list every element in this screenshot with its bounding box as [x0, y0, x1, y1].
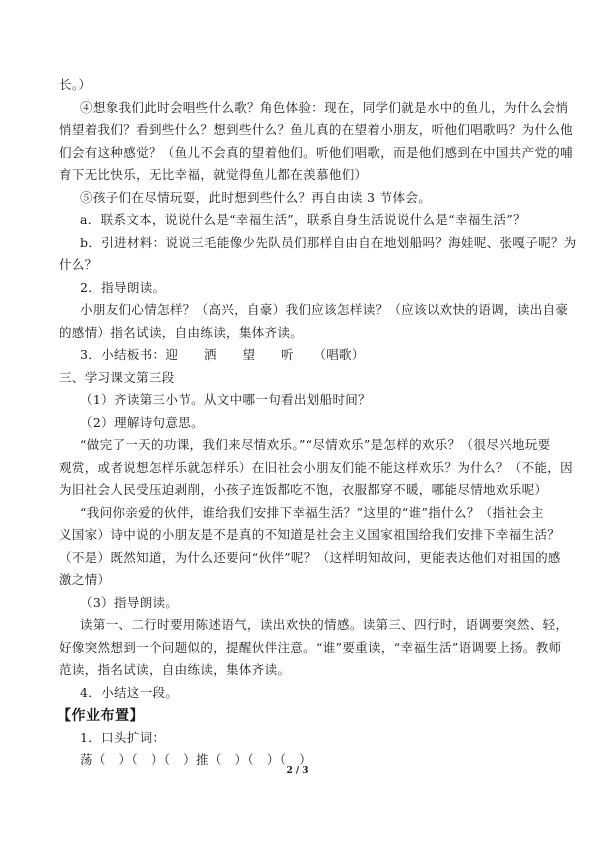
text-line: 1．口头扩词：	[80, 730, 166, 745]
text-line: ⑤孩子们在尽情玩耍，此时想到些什么？再自由读 3 节体会。	[80, 190, 432, 205]
text-line: （3）指导朗读。	[80, 595, 179, 610]
text-line: 义国家）诗中说的小朋友是不是真的不知道是社会主义国家祖国给我们安排下幸福生活？	[59, 527, 561, 542]
text-line: 长。）	[59, 77, 92, 92]
text-line: 4．小结这一段。	[80, 685, 179, 700]
text-line: ④想象我们此时会唱些什么歌？角色体验：现在，同学们就是水中的鱼儿，为什么会悄	[80, 100, 569, 115]
text-line: 范读，指名试读，自由练读，集体齐读。	[59, 662, 291, 677]
text-line: 观赏，或者说想怎样乐就怎样乐）在旧社会小朋友们能不能这样欢乐？为什么？（不能，因	[59, 460, 574, 475]
text-line: 小朋友们心情怎样？（高兴，自豪）我们应该怎样读？（应该以欢快的语调，读出自豪	[80, 302, 569, 317]
text-line: 们会有这种感觉？（鱼儿不会真的望着他们。听他们唱歌，而是他们感到在中国共产党的哺	[59, 145, 574, 160]
text-line: a．联系文本，说说什么是“幸福生活”，联系自身生活说说什么是“幸福生活”？	[80, 212, 526, 227]
page-number: 2 / 3	[286, 766, 309, 776]
text-line: 激之情）	[59, 572, 111, 587]
text-line: 为旧社会人民受压迫剥削，小孩子连饭都吃不饱，衣服都穿不暖，哪能尽情地欢乐呢）	[59, 482, 548, 497]
text-line: （1）齐读第三小节。从文中哪一句看出划船时间？	[80, 392, 372, 407]
homework-heading: 【作业布置】	[57, 708, 144, 724]
text-line: b．引进材料：说说三毛能像少先队员们那样自由自在地划船吗？海娃呢、张嘎子呢？为	[80, 235, 577, 250]
text-line: 荡（ ）（ ）（ ）推（ ）（ ）（ ）	[80, 752, 313, 767]
text-line: “我问你亲爱的伙伴，谁给我们安排下幸福生活？”这里的“谁”指什么？（指社会主	[80, 505, 544, 520]
text-line: 3．小结板书：迎 洒 望 听 （唱歌）	[80, 347, 365, 362]
text-line: 的感情）指名试读，自由练读，集体齐读。	[59, 325, 304, 340]
text-line: 2．指导朗读。	[80, 280, 166, 295]
text-line: 育下无比快乐，无比幸福，就觉得鱼儿都在羡慕他们）	[59, 167, 368, 182]
text-line: （不是）既然知道，为什么还要问“伙伴”呢？（这样明知故问，更能表达他们对祖国的感	[59, 550, 561, 565]
text-line: 好像突然想到一个问题似的，提醒伙伴注意。“谁”要重读，“幸福生活”语调要上扬。教师	[59, 640, 562, 655]
text-line: 什么？	[59, 257, 98, 272]
section-heading: 三、学习课文第三段	[59, 370, 175, 385]
text-line: “做完了一天的功课，我们来尽情欢乐。”“尽情欢乐”是怎样的欢乐？（很尽兴地玩要	[80, 437, 551, 452]
text-line: 悄望着我们？看到些什么？想到些什么？鱼儿真的在望着小朋友，听他们唱歌吗？为什么他	[59, 122, 574, 137]
text-line: （2）理解诗句意思。	[80, 415, 204, 430]
text-line: 读第一、二行时要用陈述语气，读出欢快的情感。读第三、四行时，语调要突然、轻，	[80, 617, 569, 632]
